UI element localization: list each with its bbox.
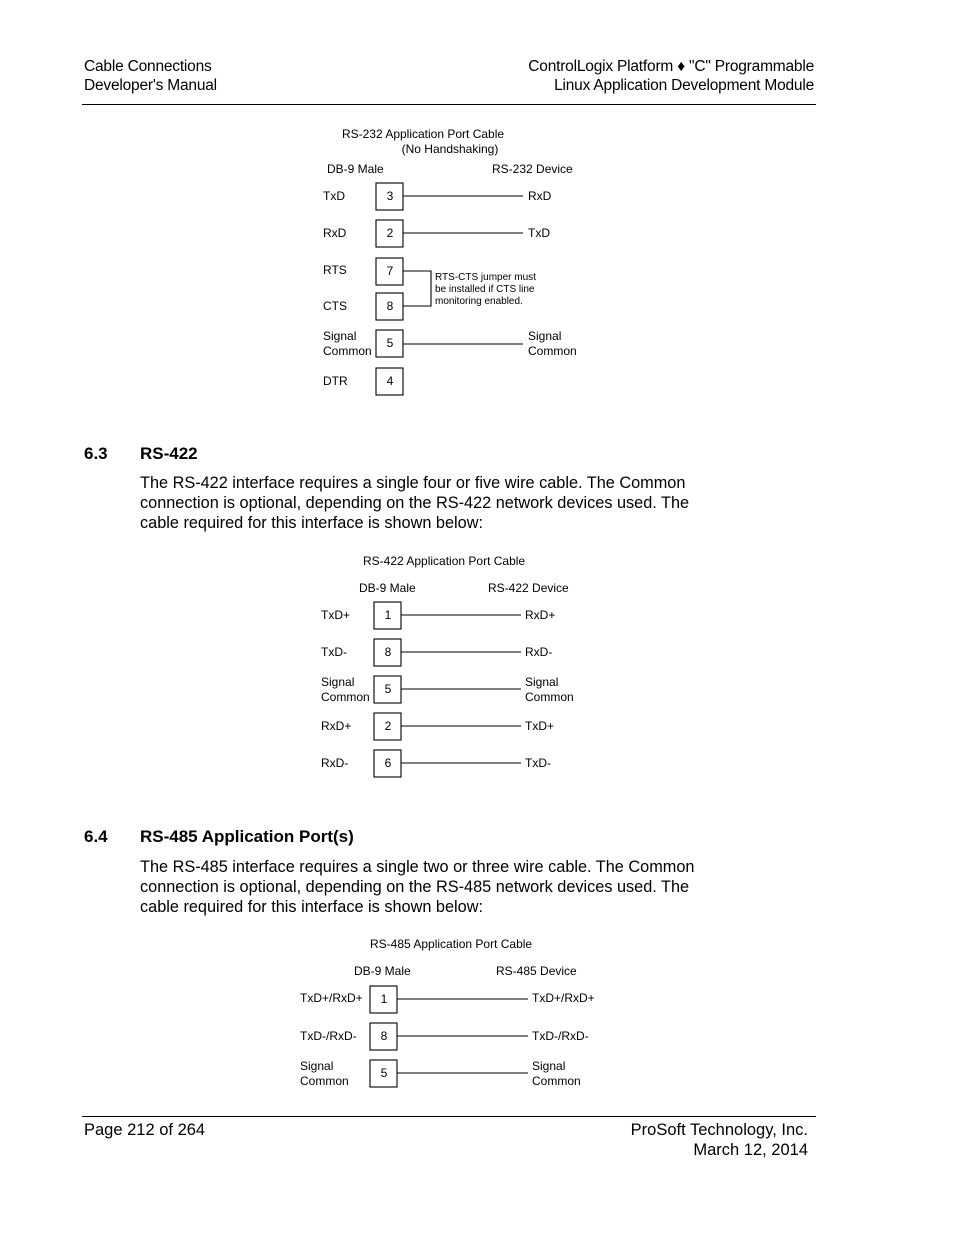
rs485-device-txd-rxd-plus: TxD+/RxD+ (532, 991, 595, 1005)
paragraph-line: The RS-485 interface requires a single two or three wire cable. The Common (140, 858, 695, 876)
rs485-title: RS-485 Application Port Cable (370, 937, 533, 951)
header-chapter: Cable Connections (84, 58, 212, 75)
rs422-pin-5: 5 (384, 682, 392, 696)
rs422-device-common: Common (525, 690, 574, 704)
rs232-label-rxd: RxD (323, 226, 347, 240)
rs485-pin-5: 5 (380, 1066, 388, 1080)
rs485-cable-diagram (290, 930, 610, 1095)
footer-right (631, 1120, 808, 1160)
rs422-label-txd-plus: TxD+ (321, 608, 351, 622)
rs232-label-rts: RTS (323, 263, 347, 277)
rs232-pin-8: 8 (386, 299, 394, 313)
paragraph-line: connection is optional, depending on the RS-485 network devices used. The (140, 878, 690, 896)
rs232-note-line1: RTS-CTS jumper must (435, 272, 536, 283)
rs485-pin-1: 1 (380, 992, 388, 1006)
rs232-pin-3: 3 (386, 189, 394, 203)
rs422-label-rxd-plus: RxD+ (321, 719, 352, 733)
rs485-device-txd-rxd-minus: TxD-/RxD- (532, 1029, 589, 1043)
rs485-label-signal: Signal (300, 1059, 334, 1073)
rs422-label-rxd-minus: RxD- (321, 756, 349, 770)
section-title: RS-485 Application Port(s) (140, 827, 354, 846)
rs232-title: RS-232 Application Port Cable (341, 127, 505, 141)
rs422-title: RS-422 Application Port Cable (363, 554, 526, 568)
rs232-device-txd: TxD (528, 226, 550, 240)
rs232-pin-4: 4 (386, 374, 394, 388)
paragraph-line: connection is optional, depending on the RS-422 network devices used. The (140, 494, 690, 512)
rs485-label-txd-rxd-minus: TxD-/RxD- (300, 1029, 357, 1043)
rs485-right-heading: RS-485 Device (496, 964, 577, 978)
section-title: RS-422 (140, 444, 198, 463)
rs485-pin-8: 8 (380, 1029, 388, 1043)
rs422-device-txd-minus: TxD- (525, 756, 551, 770)
footer-date: March 12, 2014 (693, 1141, 808, 1159)
rs422-right-heading: RS-422 Device (488, 581, 569, 595)
rs422-label-txd-minus: TxD- (321, 645, 347, 659)
rs422-pin-2: 2 (384, 719, 392, 733)
rs232-device-common: Common (528, 344, 577, 358)
header-manual: Developer's Manual (84, 77, 217, 94)
paragraph-line: The RS-422 interface requires a single four or five wire cable. The Common (140, 474, 686, 492)
rs422-label-signal: Signal (321, 675, 355, 689)
paragraph-line: cable required for this interface is shown below: (140, 898, 483, 916)
rs232-right-heading: RS-232 Device (492, 162, 573, 176)
section-64-paragraph (140, 857, 740, 917)
rs422-left-heading: DB-9 Male (359, 581, 416, 595)
rs232-label-signal: Signal (323, 329, 357, 343)
rs422-label-common: Common (321, 690, 370, 704)
footer-rule (82, 1116, 816, 1117)
rs485-device-signal: Signal (532, 1059, 566, 1073)
rs232-pin-2: 2 (386, 226, 394, 240)
rs232-device-rxd: RxD (528, 189, 552, 203)
rs232-label-dtr: DTR (323, 374, 348, 388)
rs422-pin-1: 1 (384, 608, 392, 622)
rs232-cable-diagram (310, 120, 600, 405)
rs232-label-common: Common (323, 344, 372, 358)
rs232-pin-7: 7 (386, 264, 394, 278)
header-right (528, 57, 814, 95)
rs485-label-txd-rxd-plus: TxD+/RxD+ (300, 991, 363, 1005)
rs422-device-signal: Signal (525, 675, 559, 689)
rs422-pin-8: 8 (384, 645, 392, 659)
header-left (84, 57, 217, 95)
section-63-paragraph (140, 473, 740, 533)
rs232-left-heading: DB-9 Male (327, 162, 384, 176)
rs422-device-rxd-minus: RxD- (525, 645, 553, 659)
rs232-pin-5: 5 (386, 336, 394, 350)
rs232-subtitle: (No Handshaking) (401, 142, 499, 156)
rs422-pin-6: 6 (384, 756, 392, 770)
rs232-device-signal: Signal (528, 329, 562, 343)
footer-company: ProSoft Technology, Inc. (630, 1121, 808, 1139)
rs232-note-line3: monitoring enabled. (435, 296, 523, 307)
rs485-label-common: Common (300, 1074, 349, 1088)
rs232-jumper-bracket (403, 271, 431, 306)
section-number: 6.4 (84, 827, 108, 846)
rs485-left-heading: DB-9 Male (354, 964, 411, 978)
rs232-label-txd: TxD (323, 189, 345, 203)
header-module: Linux Application Development Module (554, 77, 814, 94)
rs422-cable-diagram (310, 546, 600, 786)
rs422-device-rxd-plus: RxD+ (525, 608, 556, 622)
rs422-device-txd-plus: TxD+ (525, 719, 555, 733)
header-rule (82, 104, 816, 105)
rs232-label-cts: CTS (323, 299, 347, 313)
rs485-device-common: Common (532, 1074, 581, 1088)
rs232-note-line2: be installed if CTS line (435, 284, 535, 295)
section-number: 6.3 (84, 444, 108, 463)
footer-page-number: Page 212 of 264 (84, 1121, 206, 1139)
paragraph-line: cable required for this interface is shown below: (140, 514, 483, 532)
header-product: ControlLogix Platform ♦ "C" Programmable (528, 58, 814, 75)
